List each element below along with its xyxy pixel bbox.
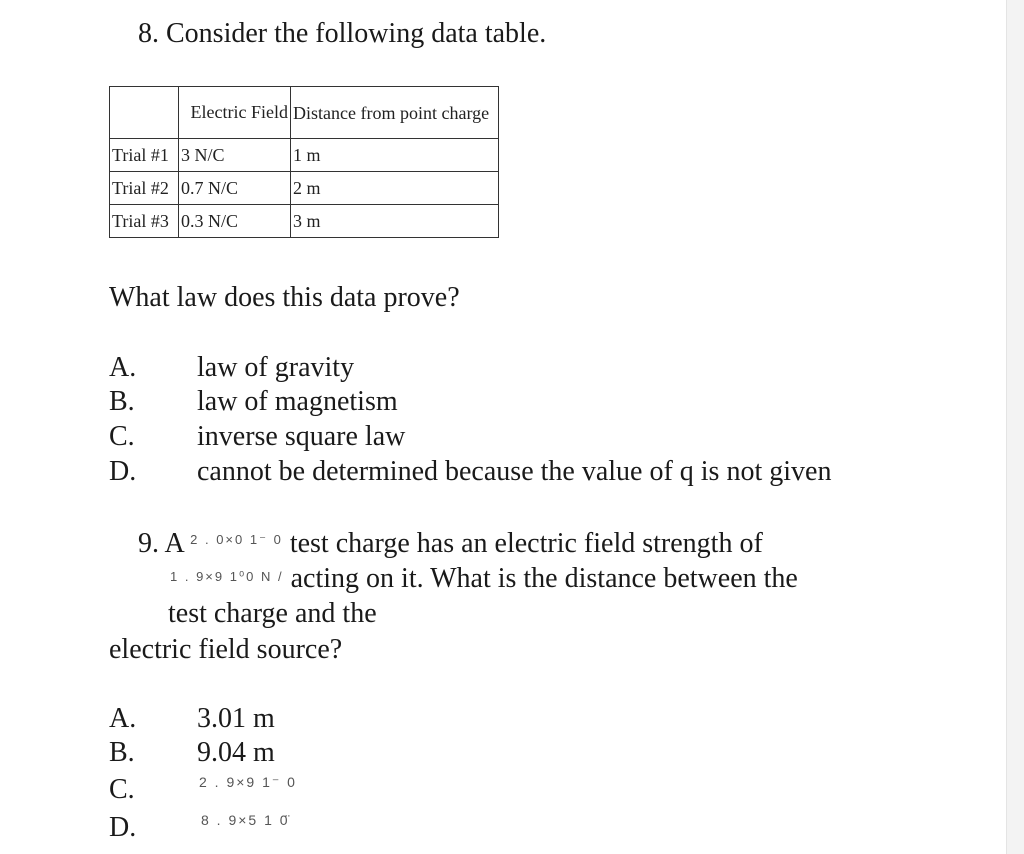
table-cell: 3 m bbox=[291, 205, 499, 238]
question-9-line-1 bbox=[138, 528, 763, 560]
option-letter: C. bbox=[109, 421, 135, 452]
table-header-cell bbox=[110, 87, 179, 139]
table-cell: 0.7 N/C bbox=[179, 172, 291, 205]
table-cell: 0.3 N/C bbox=[179, 205, 291, 238]
option-text: law of magnetism bbox=[197, 386, 398, 417]
page-edge-shadow bbox=[1006, 0, 1024, 854]
option-text-garbled: 2 . 9×9 1⁻ 0 bbox=[199, 774, 297, 790]
option-letter: C. bbox=[109, 774, 135, 805]
option-text: 3.01 m bbox=[197, 703, 275, 734]
option-letter: B. bbox=[109, 386, 135, 417]
garbled-equation: 2 . 0×0 1⁻ 0 bbox=[190, 532, 283, 547]
table-cell: Trial #1 bbox=[110, 139, 179, 172]
option-letter: A. bbox=[109, 703, 137, 734]
question-9-prefix: 9. A bbox=[138, 528, 184, 559]
table-row bbox=[110, 205, 499, 238]
table-cell: 3 N/C bbox=[179, 139, 291, 172]
table-row bbox=[110, 139, 499, 172]
table-header-row bbox=[110, 87, 499, 139]
question-8-prompt: What law does this data prove? bbox=[109, 282, 460, 313]
option-letter: A. bbox=[109, 352, 137, 383]
table-header-cell: Electric Field bbox=[179, 87, 291, 139]
question-9-line-3: test charge and the bbox=[168, 598, 377, 629]
table-cell: Trial #2 bbox=[110, 172, 179, 205]
option-text: inverse square law bbox=[197, 421, 406, 452]
table-header-cell: Distance from point charge bbox=[291, 87, 499, 139]
question-8-title: 8. Consider the following data table. bbox=[138, 18, 547, 49]
table-row bbox=[110, 172, 499, 205]
question-9-line-4: electric field source? bbox=[109, 634, 343, 665]
table-cell: Trial #3 bbox=[110, 205, 179, 238]
question-9-text: test charge has an electric field strength of bbox=[289, 528, 763, 559]
option-letter: D. bbox=[109, 456, 137, 487]
option-text: cannot be determined because the value of q is not given bbox=[197, 456, 832, 487]
question-9-text: acting on it. What is the distance between the bbox=[290, 563, 798, 594]
option-text-garbled: 8 . 9×5 1 0̈ bbox=[201, 812, 290, 828]
table-cell: 2 m bbox=[291, 172, 499, 205]
option-letter: B. bbox=[109, 737, 135, 768]
table-cell: 1 m bbox=[291, 139, 499, 172]
question-9-line-2 bbox=[170, 563, 798, 595]
garbled-equation: 1 . 9×9 1⁰0 N / bbox=[170, 569, 284, 584]
option-text: law of gravity bbox=[197, 352, 355, 383]
data-table bbox=[109, 86, 499, 238]
option-letter: D. bbox=[109, 812, 137, 843]
option-text: 9.04 m bbox=[197, 737, 275, 768]
